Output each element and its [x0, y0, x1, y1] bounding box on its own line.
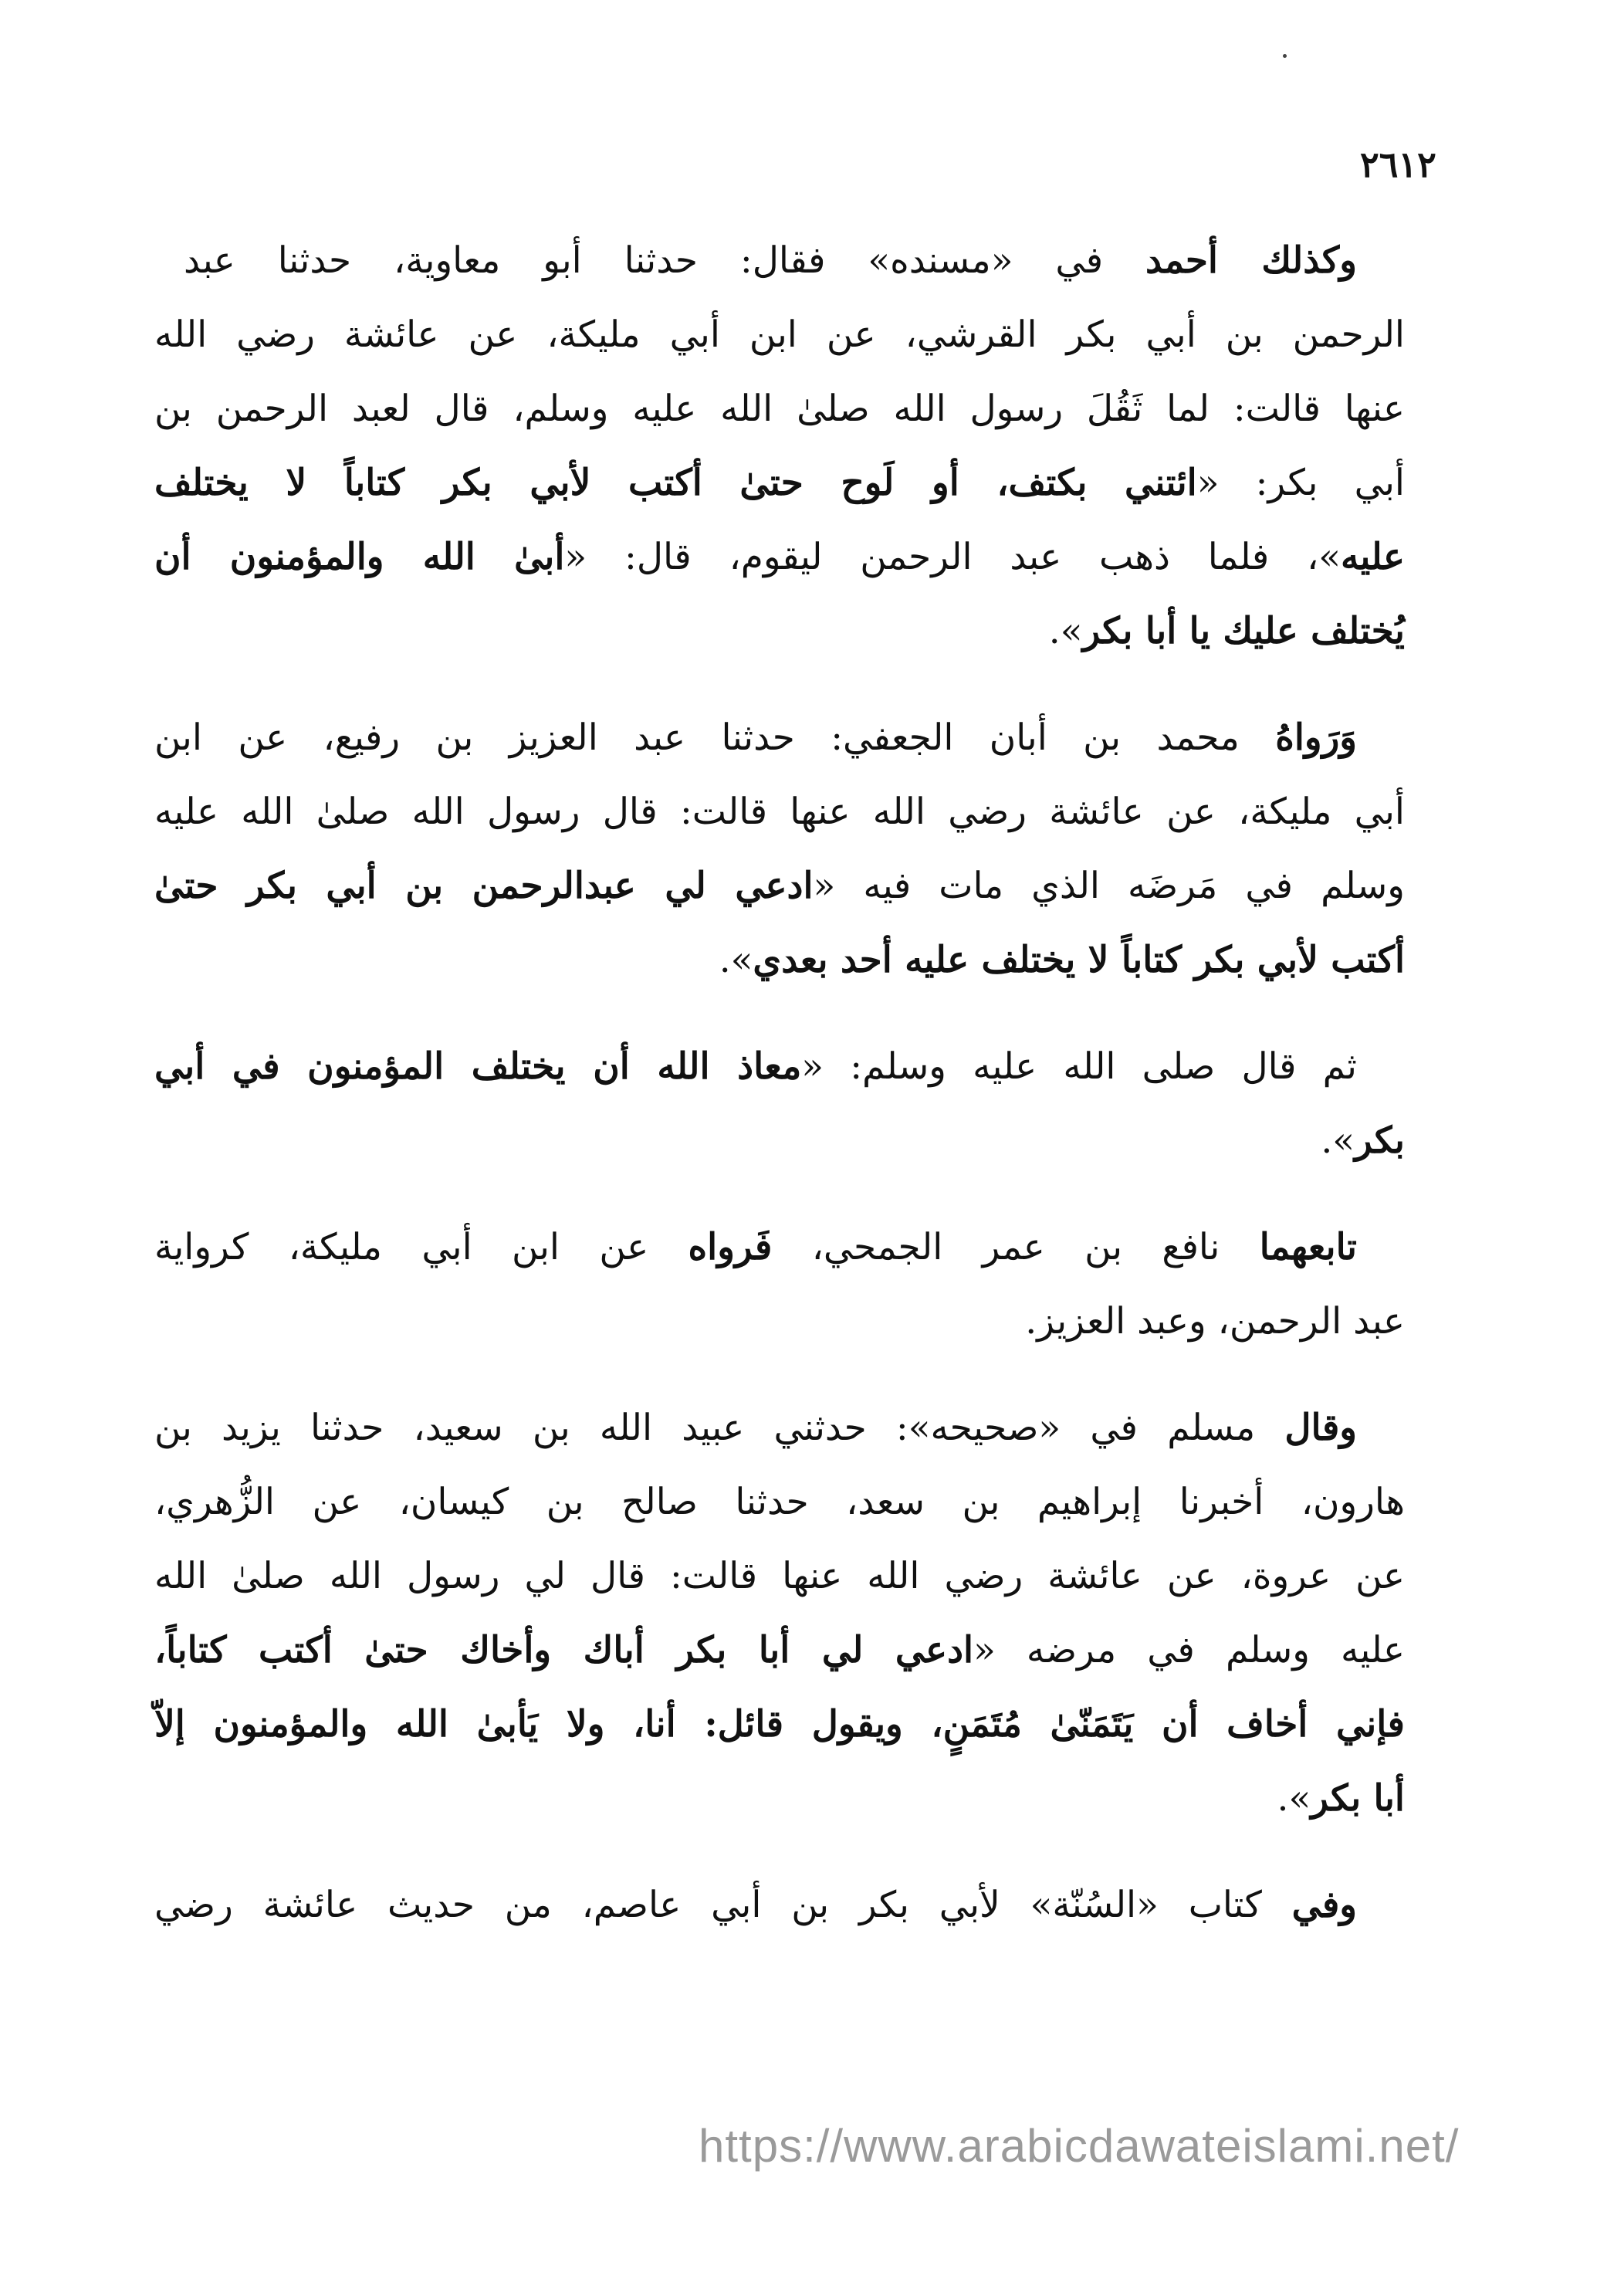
scan-speck: [1283, 54, 1287, 58]
bold-text-segment: فَرواه: [688, 1226, 773, 1268]
paragraph: [154, 224, 1405, 669]
bold-text-segment: وَرَواهُ: [1275, 716, 1357, 759]
text-segment: ثم قال صلى الله عليه وسلم: «: [801, 1045, 1357, 1088]
text-line: [154, 1465, 1405, 1539]
body-text: [154, 224, 1405, 1975]
bold-text-segment: وقال: [1284, 1407, 1357, 1449]
bold-text-segment: تابعهما: [1259, 1226, 1357, 1268]
text-segment: أبي مليكة، عن عائشة رضي الله عنها قالت: قال رسول الله صلىٰ الله عليه: [154, 791, 1405, 833]
text-segment: عبد الرحمن، وعبد العزيز.: [1025, 1300, 1405, 1343]
text-segment: ».: [719, 939, 753, 981]
text-segment: مسلم في «صحيحه»: حدثني عبيد الله بن سعيد، حدثنا يزيد بن: [154, 1407, 1285, 1449]
text-segment: في «مسنده» فقال: حدثنا أبو معاوية، حدثنا عبد: [183, 239, 1145, 282]
text-line: [154, 1030, 1405, 1104]
text-line: [154, 1614, 1405, 1688]
text-segment: ».: [1048, 610, 1083, 652]
bold-text-segment: وكذلك أحمد: [1145, 239, 1357, 282]
text-segment: الرحمن بن أبي بكر القرشي، عن ابن أبي مليكة، عن عائشة رضي الله: [154, 313, 1405, 356]
paragraph: [154, 1868, 1405, 1942]
text-line: [154, 1104, 1405, 1178]
page-number: ٢٦١٢: [1360, 144, 1436, 185]
text-segment: عن عروة، عن عائشة رضي الله عنها قالت: قال لي رسول الله صلىٰ الله: [154, 1555, 1405, 1597]
bold-text-segment: أبىٰ الله والمؤمنون أن: [154, 536, 565, 578]
text-segment: نافع بن عمر الجمحي،: [772, 1226, 1260, 1268]
paragraph: [154, 1030, 1405, 1178]
text-line: [154, 1868, 1405, 1942]
watermark-url: https://www.arabicdawateislami.net/: [699, 2120, 1460, 2172]
text-line: [154, 446, 1405, 520]
text-segment: عنها قالت: لما ثَقُلَ رسول الله صلىٰ الله عليه وسلم، قال لعبد الرحمن بن: [154, 388, 1405, 430]
text-segment: ».: [1277, 1777, 1311, 1820]
bold-text-segment: يُختلف عليك يا أبا بكر: [1082, 610, 1405, 652]
text-segment: أبي بكر: «: [1196, 462, 1405, 504]
text-segment: عن ابن أبي مليكة، كرواية: [154, 1226, 689, 1268]
bold-text-segment: فإني أخاف أن يَتَمَنّىٰ مُتَمَنٍ، ويقول قائل: أنا، ولا يَأبىٰ الله والمؤمنون إلاّ: [154, 1703, 1405, 1746]
text-line: [154, 923, 1405, 997]
text-segment: محمد بن أبان الجعفي: حدثنا عبد العزيز بن رفيع، عن ابن: [154, 716, 1276, 759]
text-line: [154, 1391, 1405, 1465]
bold-text-segment: أكتب لأبي بكر كتاباً لا يختلف عليه أحد بعدي: [753, 939, 1405, 981]
bold-text-segment: ادعي لي عبدالرحمن بن أبي بكر حتىٰ: [154, 865, 814, 907]
text-segment: هارون، أخبرنا إبراهيم بن سعد، حدثنا صالح بن كيسان، عن الزُّهري،: [154, 1481, 1405, 1523]
paragraph: [154, 701, 1405, 997]
bold-text-segment: بكر: [1355, 1119, 1405, 1162]
text-line: [154, 701, 1405, 775]
text-line: [154, 849, 1405, 923]
text-line: [154, 1688, 1405, 1762]
text-line: [154, 1211, 1405, 1285]
text-segment: »، فلما ذهب عبد الرحمن ليقوم، قال: «: [564, 536, 1341, 578]
text-line: [154, 372, 1405, 446]
text-line: [154, 1539, 1405, 1614]
bold-text-segment: أبا بكر: [1311, 1777, 1405, 1820]
paragraph: [154, 1211, 1405, 1359]
text-line: [154, 1285, 1405, 1359]
paragraph: [154, 1391, 1405, 1836]
bold-text-segment: ادعي لي أبا بكر أباك وأخاك حتىٰ أكتب كتاباً،: [154, 1629, 974, 1671]
text-line: [154, 775, 1405, 849]
text-segment: وسلم في مَرضَه الذي مات فيه «: [813, 865, 1405, 907]
text-segment: كتاب «السُنّة» لأبي بكر بن أبي عاصم، من حديث عائشة رضي: [154, 1884, 1292, 1926]
bold-text-segment: معاذ الله أن يختلف المؤمنون في أبي: [154, 1045, 802, 1088]
bold-text-segment: وفي: [1291, 1884, 1357, 1926]
text-line: [154, 520, 1405, 594]
text-line: [154, 594, 1405, 669]
text-line: [154, 1762, 1405, 1836]
text-segment: ».: [1321, 1119, 1355, 1162]
text-line: [154, 298, 1405, 372]
bold-text-segment: عليه: [1341, 536, 1405, 578]
text-segment: عليه وسلم في مرضه «: [973, 1629, 1405, 1671]
text-line: [154, 224, 1405, 298]
bold-text-segment: ائتني بكتف، أو لَوح حتىٰ أكتب لأبي بكر كتاباً لا يختلف: [154, 462, 1197, 504]
